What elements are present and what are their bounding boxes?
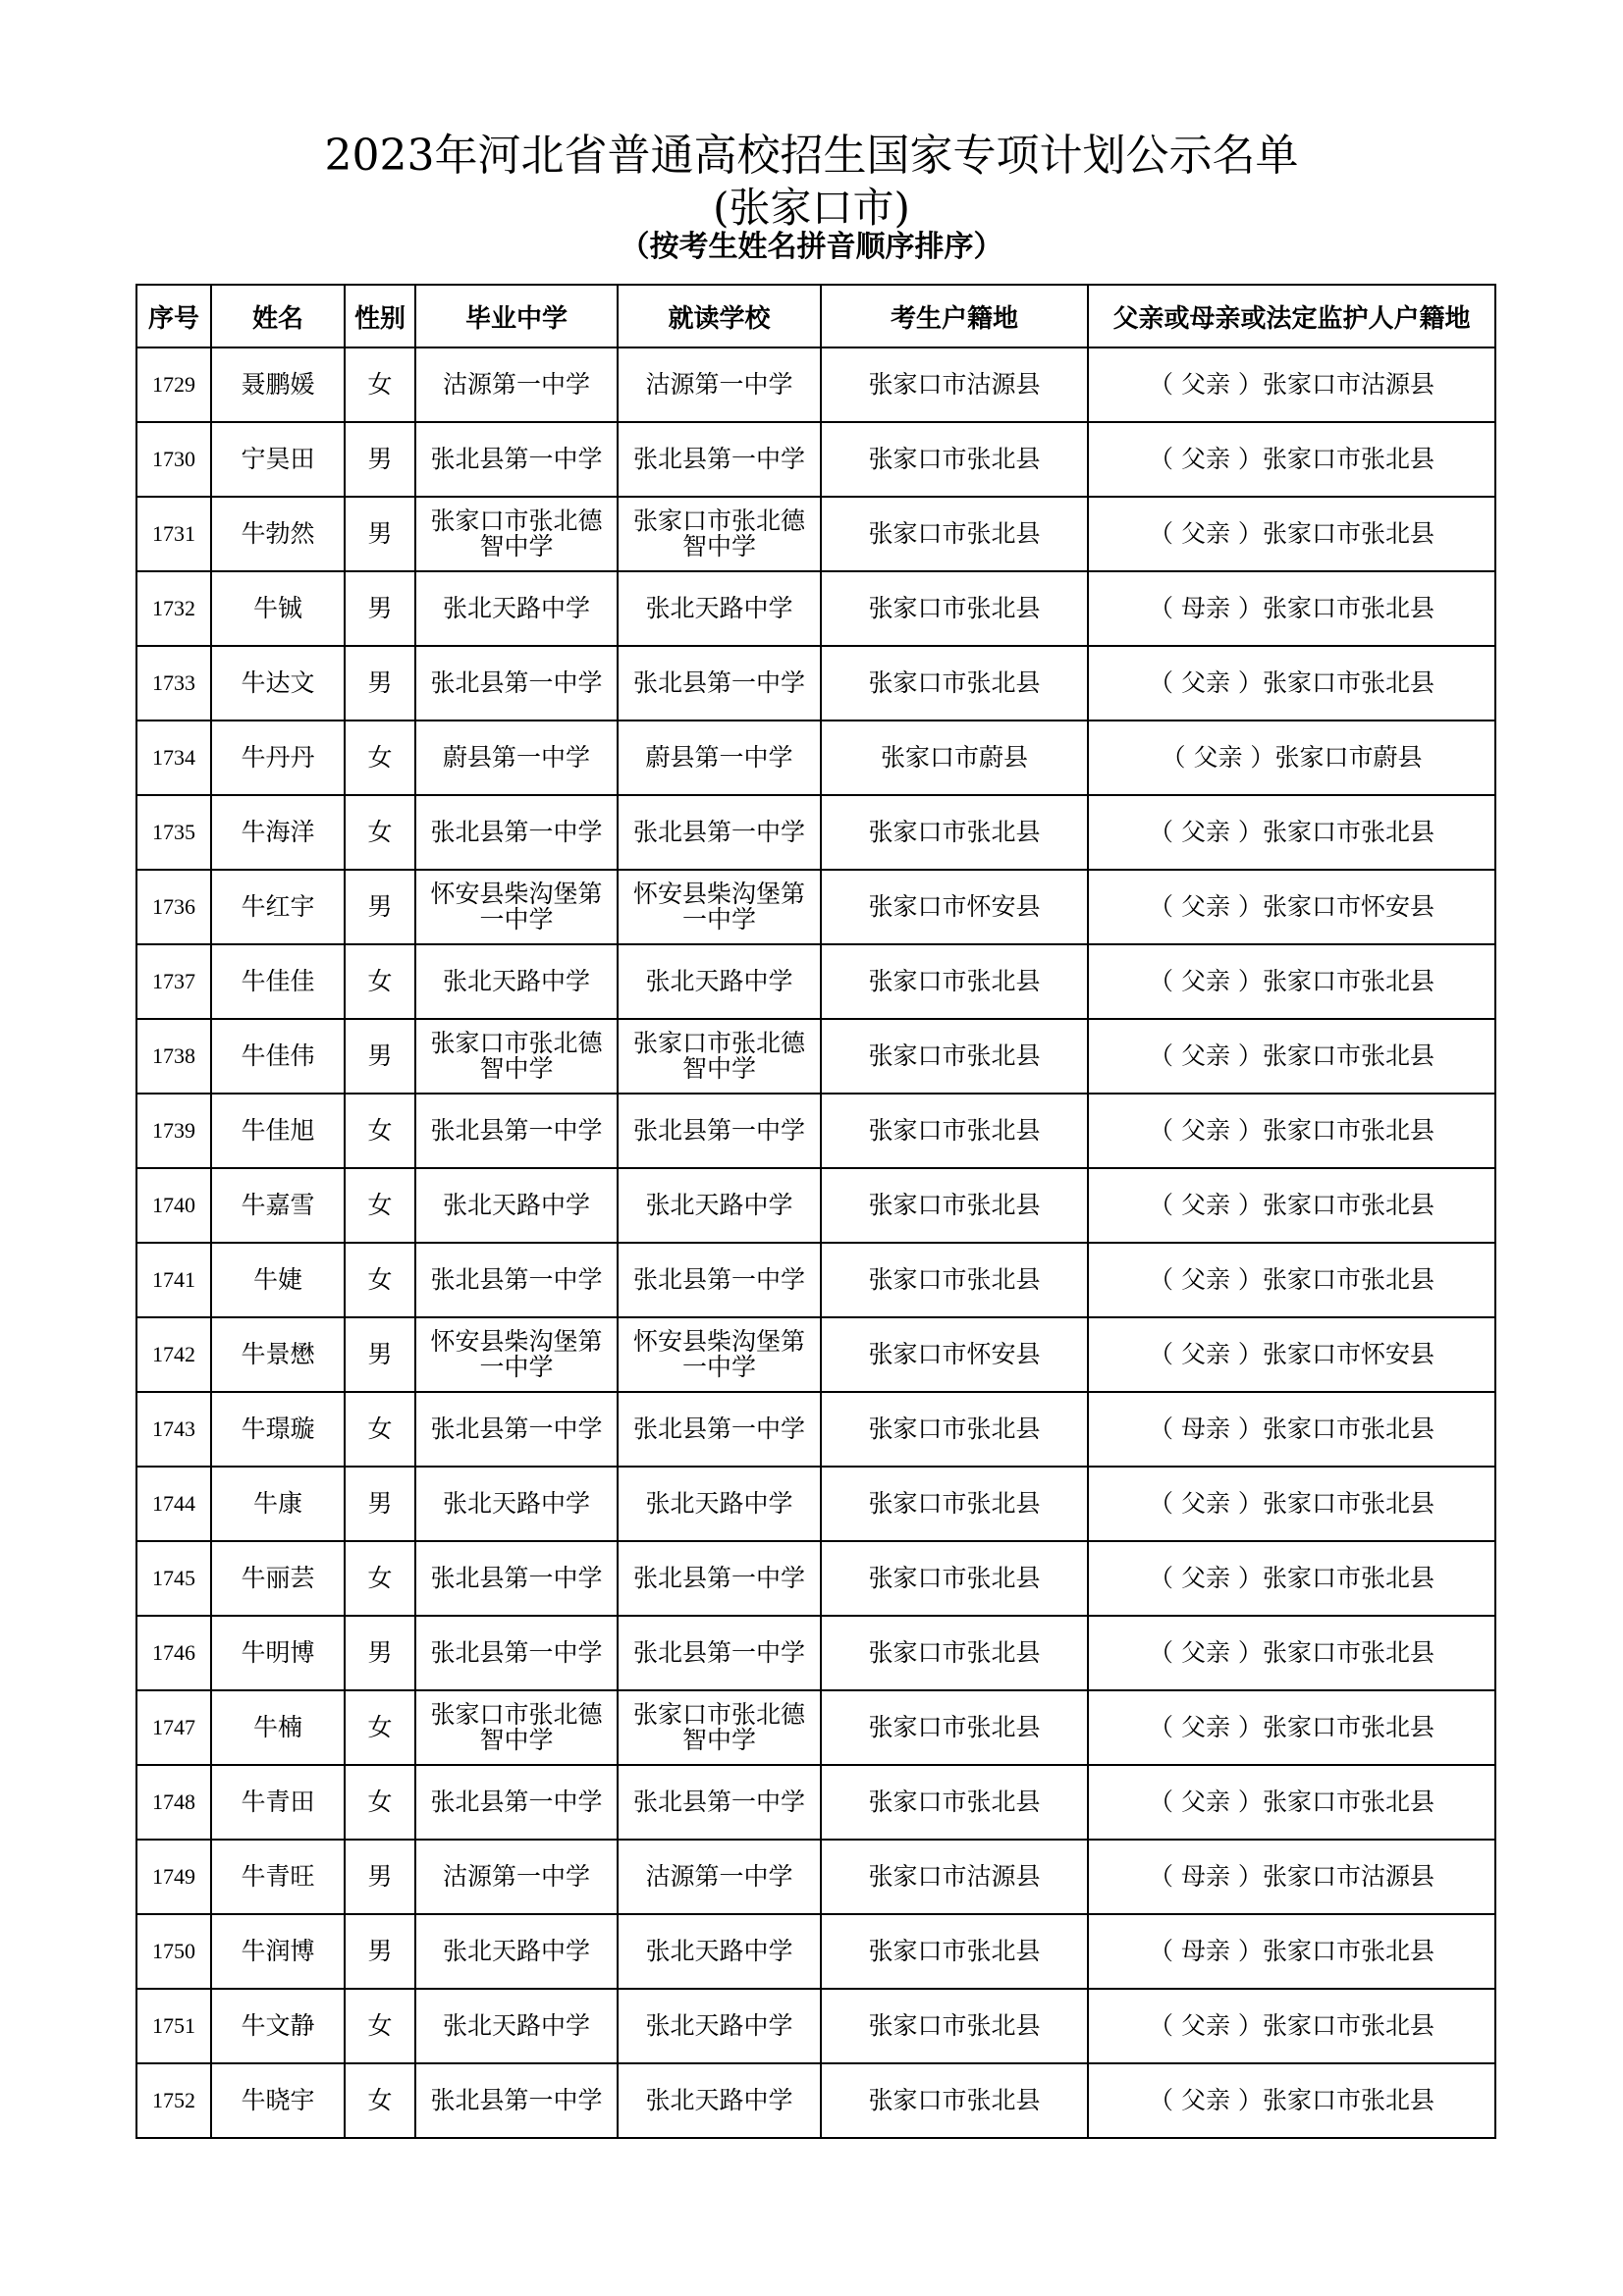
header-gender: 性别 <box>345 285 415 347</box>
cell-domicile: 张家口市张北县 <box>821 1094 1088 1168</box>
cell-domicile: 张家口市张北县 <box>821 1541 1088 1616</box>
cell-name: 牛明博 <box>211 1616 345 1690</box>
cell-parent-domicile: 张家口市沽源县 <box>1262 370 1434 399</box>
cell-seq: 1745 <box>136 1541 211 1616</box>
cell-grad-school: 张北天路中学 <box>415 944 618 1019</box>
cell-seq: 1744 <box>136 1467 211 1541</box>
cell-parent <box>1088 1616 1495 1690</box>
cell-seq: 1736 <box>136 870 211 944</box>
cell-parent-relation: （ 父亲 ） <box>1161 743 1275 772</box>
cell-grad-school: 张北县第一中学 <box>415 1616 618 1690</box>
cell-domicile: 张家口市张北县 <box>821 1243 1088 1317</box>
cell-parent-domicile: 张家口市张北县 <box>1262 1191 1434 1219</box>
cell-name: 牛海洋 <box>211 795 345 870</box>
cell-parent-relation: （ 父亲 ） <box>1149 1713 1263 1741</box>
cell-study-school: 张北县第一中学 <box>618 1541 821 1616</box>
cell-grad-school: 张北县第一中学 <box>415 1392 618 1467</box>
cell-study-school: 张北天路中学 <box>618 1467 821 1541</box>
cell-parent-relation: （ 父亲 ） <box>1149 1489 1263 1518</box>
cell-gender: 女 <box>345 795 415 870</box>
cell-grad-school: 张北县第一中学 <box>415 646 618 721</box>
header-domicile: 考生户籍地 <box>821 285 1088 347</box>
cell-parent-domicile: 张家口市张北县 <box>1262 1937 1434 1965</box>
cell-study-school: 怀安县柴沟堡第一中学 <box>618 870 821 944</box>
cell-gender: 男 <box>345 1914 415 1989</box>
cell-study-school: 张北县第一中学 <box>618 1094 821 1168</box>
cell-parent <box>1088 1914 1495 1989</box>
cell-gender: 男 <box>345 571 415 646</box>
cell-parent <box>1088 1467 1495 1541</box>
cell-parent <box>1088 1765 1495 1840</box>
cell-gender: 女 <box>345 1541 415 1616</box>
cell-seq: 1737 <box>136 944 211 1019</box>
cell-domicile: 张家口市张北县 <box>821 1914 1088 1989</box>
cell-study-school: 张北县第一中学 <box>618 1392 821 1467</box>
cell-parent-domicile: 张家口市张北县 <box>1262 818 1434 846</box>
cell-domicile: 张家口市张北县 <box>821 944 1088 1019</box>
cell-gender: 女 <box>345 1765 415 1840</box>
table-row <box>136 944 1495 1019</box>
cell-seq: 1738 <box>136 1019 211 1094</box>
table-row <box>136 1616 1495 1690</box>
table-row <box>136 721 1495 795</box>
cell-study-school: 张北县第一中学 <box>618 1616 821 1690</box>
cell-study-school: 张北天路中学 <box>618 944 821 1019</box>
cell-seq: 1732 <box>136 571 211 646</box>
cell-study-school: 蔚县第一中学 <box>618 721 821 795</box>
cell-name: 聂鹏媛 <box>211 347 345 422</box>
cell-parent-domicile: 张家口市张北县 <box>1262 1415 1434 1443</box>
cell-seq: 1735 <box>136 795 211 870</box>
cell-grad-school: 张北县第一中学 <box>415 422 618 497</box>
cell-gender: 女 <box>345 347 415 422</box>
cell-gender: 男 <box>345 870 415 944</box>
cell-parent <box>1088 1317 1495 1392</box>
cell-domicile: 张家口市张北县 <box>821 1019 1088 1094</box>
cell-name: 牛佳旭 <box>211 1094 345 1168</box>
cell-parent-relation: （ 父亲 ） <box>1149 2011 1263 2040</box>
cell-domicile: 张家口市张北县 <box>821 1989 1088 2063</box>
cell-seq: 1746 <box>136 1616 211 1690</box>
cell-parent-domicile: 张家口市张北县 <box>1262 2011 1434 2040</box>
cell-name: 牛红宇 <box>211 870 345 944</box>
cell-study-school: 张北县第一中学 <box>618 1765 821 1840</box>
cell-parent-domicile: 张家口市张北县 <box>1262 1041 1434 1070</box>
cell-parent <box>1088 1989 1495 2063</box>
cell-seq: 1743 <box>136 1392 211 1467</box>
cell-name: 牛景懋 <box>211 1317 345 1392</box>
cell-study-school: 张北天路中学 <box>618 1914 821 1989</box>
cell-study-school: 沽源第一中学 <box>618 347 821 422</box>
cell-parent-relation: （ 父亲 ） <box>1149 519 1263 548</box>
table-row <box>136 571 1495 646</box>
table-row <box>136 1690 1495 1765</box>
table-row <box>136 1914 1495 1989</box>
header-parent-domicile: 父亲或母亲或法定监护人户籍地 <box>1088 285 1495 347</box>
cell-parent <box>1088 497 1495 571</box>
cell-name: 牛润博 <box>211 1914 345 1989</box>
header-study-school: 就读学校 <box>618 285 821 347</box>
cell-gender: 女 <box>345 1690 415 1765</box>
cell-study-school: 张北县第一中学 <box>618 795 821 870</box>
table-row <box>136 1243 1495 1317</box>
cell-grad-school: 张北县第一中学 <box>415 1541 618 1616</box>
cell-seq: 1733 <box>136 646 211 721</box>
table-row <box>136 1840 1495 1914</box>
cell-gender: 女 <box>345 721 415 795</box>
cell-grad-school: 张北县第一中学 <box>415 795 618 870</box>
cell-gender: 男 <box>345 1840 415 1914</box>
cell-gender: 女 <box>345 1168 415 1243</box>
cell-grad-school: 张北县第一中学 <box>415 1765 618 1840</box>
table-row <box>136 497 1495 571</box>
cell-domicile: 张家口市张北县 <box>821 1765 1088 1840</box>
cell-grad-school: 沽源第一中学 <box>415 1840 618 1914</box>
header-seq: 序号 <box>136 285 211 347</box>
cell-grad-school: 张北天路中学 <box>415 1467 618 1541</box>
cell-grad-school: 张北天路中学 <box>415 1989 618 2063</box>
cell-parent-relation: （ 父亲 ） <box>1149 1638 1263 1667</box>
cell-parent-domicile: 张家口市张北县 <box>1262 2086 1434 2114</box>
cell-domicile: 张家口市张北县 <box>821 1168 1088 1243</box>
cell-name: 牛嘉雪 <box>211 1168 345 1243</box>
cell-grad-school: 张北天路中学 <box>415 1168 618 1243</box>
cell-name: 牛楠 <box>211 1690 345 1765</box>
table-row <box>136 2063 1495 2138</box>
table-row <box>136 870 1495 944</box>
cell-domicile: 张家口市张北县 <box>821 646 1088 721</box>
table-row <box>136 795 1495 870</box>
cell-parent <box>1088 347 1495 422</box>
cell-parent-domicile: 张家口市张北县 <box>1262 1638 1434 1667</box>
cell-study-school: 张北县第一中学 <box>618 646 821 721</box>
cell-parent-relation: （ 父亲 ） <box>1149 1564 1263 1592</box>
cell-parent-domicile: 张家口市张北县 <box>1262 1788 1434 1816</box>
cell-study-school: 张北天路中学 <box>618 1989 821 2063</box>
cell-study-school: 张北天路中学 <box>618 1168 821 1243</box>
cell-parent-relation: （ 父亲 ） <box>1149 1041 1263 1070</box>
cell-parent-relation: （ 父亲 ） <box>1149 668 1263 697</box>
cell-seq: 1734 <box>136 721 211 795</box>
cell-parent <box>1088 571 1495 646</box>
cell-domicile: 张家口市沽源县 <box>821 1840 1088 1914</box>
document-title: 2023年河北省普通高校招生国家专项计划公示名单 <box>324 131 1299 181</box>
cell-grad-school: 张家口市张北德智中学 <box>415 1019 618 1094</box>
cell-parent <box>1088 1243 1495 1317</box>
cell-parent-domicile: 张家口市张北县 <box>1262 445 1434 473</box>
table-row <box>136 1765 1495 1840</box>
cell-seq: 1741 <box>136 1243 211 1317</box>
cell-gender: 男 <box>345 422 415 497</box>
cell-parent <box>1088 2063 1495 2138</box>
cell-parent-relation: （ 母亲 ） <box>1149 594 1263 622</box>
cell-parent-domicile: 张家口市张北县 <box>1262 519 1434 548</box>
cell-domicile: 张家口市张北县 <box>821 1616 1088 1690</box>
cell-study-school: 张北天路中学 <box>618 571 821 646</box>
cell-parent-relation: （ 父亲 ） <box>1149 370 1263 399</box>
cell-grad-school: 张北县第一中学 <box>415 2063 618 2138</box>
table-row <box>136 1467 1495 1541</box>
cell-seq: 1730 <box>136 422 211 497</box>
cell-seq: 1751 <box>136 1989 211 2063</box>
cell-domicile: 张家口市张北县 <box>821 422 1088 497</box>
cell-name: 牛丹丹 <box>211 721 345 795</box>
cell-parent <box>1088 646 1495 721</box>
cell-parent <box>1088 1019 1495 1094</box>
cell-domicile: 张家口市张北县 <box>821 795 1088 870</box>
cell-grad-school: 怀安县柴沟堡第一中学 <box>415 870 618 944</box>
cell-parent-relation: （ 母亲 ） <box>1149 1415 1263 1443</box>
cell-study-school: 张北县第一中学 <box>618 422 821 497</box>
cell-parent <box>1088 1541 1495 1616</box>
cell-parent <box>1088 1094 1495 1168</box>
cell-parent-relation: （ 父亲 ） <box>1149 1191 1263 1219</box>
cell-grad-school: 怀安县柴沟堡第一中学 <box>415 1317 618 1392</box>
cell-domicile: 张家口市沽源县 <box>821 347 1088 422</box>
cell-parent-relation: （ 父亲 ） <box>1149 892 1263 921</box>
cell-parent <box>1088 870 1495 944</box>
cell-name: 牛文静 <box>211 1989 345 2063</box>
cell-name: 宁昊田 <box>211 422 345 497</box>
cell-parent-relation: （ 母亲 ） <box>1149 1862 1263 1891</box>
cell-grad-school: 蔚县第一中学 <box>415 721 618 795</box>
cell-parent-domicile: 张家口市张北县 <box>1262 1265 1434 1294</box>
cell-parent-domicile: 张家口市张北县 <box>1262 594 1434 622</box>
sort-note: （按考生姓名拼音顺序排序） <box>620 230 1003 264</box>
cell-seq: 1752 <box>136 2063 211 2138</box>
table-row <box>136 1317 1495 1392</box>
cell-parent <box>1088 944 1495 1019</box>
cell-parent-domicile: 张家口市怀安县 <box>1262 892 1434 921</box>
table-row <box>136 1094 1495 1168</box>
cell-gender: 男 <box>345 1317 415 1392</box>
table-row <box>136 1541 1495 1616</box>
cell-parent-relation: （ 父亲 ） <box>1149 1265 1263 1294</box>
cell-grad-school: 张北天路中学 <box>415 571 618 646</box>
cell-parent <box>1088 1690 1495 1765</box>
cell-study-school: 怀安县柴沟堡第一中学 <box>618 1317 821 1392</box>
cell-name: 牛璟璇 <box>211 1392 345 1467</box>
cell-grad-school: 张北县第一中学 <box>415 1243 618 1317</box>
cell-seq: 1742 <box>136 1317 211 1392</box>
cell-name: 牛晓宇 <box>211 2063 345 2138</box>
cell-gender: 女 <box>345 2063 415 2138</box>
cell-parent-relation: （ 父亲 ） <box>1149 1788 1263 1816</box>
cell-gender: 女 <box>345 1989 415 2063</box>
cell-name: 牛青田 <box>211 1765 345 1840</box>
cell-study-school: 张北天路中学 <box>618 2063 821 2138</box>
cell-parent-domicile: 张家口市张北县 <box>1262 1564 1434 1592</box>
cell-parent-domicile: 张家口市张北县 <box>1262 967 1434 995</box>
cell-parent-domicile: 张家口市沽源县 <box>1262 1862 1434 1891</box>
cell-gender: 女 <box>345 1392 415 1467</box>
cell-seq: 1731 <box>136 497 211 571</box>
cell-name: 牛佳佳 <box>211 944 345 1019</box>
cell-domicile: 张家口市怀安县 <box>821 870 1088 944</box>
cell-grad-school: 沽源第一中学 <box>415 347 618 422</box>
cell-gender: 男 <box>345 1467 415 1541</box>
table-row <box>136 422 1495 497</box>
cell-domicile: 张家口市张北县 <box>821 1467 1088 1541</box>
cell-parent <box>1088 795 1495 870</box>
cell-parent-relation: （ 父亲 ） <box>1149 967 1263 995</box>
cell-domicile: 张家口市张北县 <box>821 571 1088 646</box>
cell-study-school: 张家口市张北德智中学 <box>618 1690 821 1765</box>
header-grad-school: 毕业中学 <box>415 285 618 347</box>
cell-parent <box>1088 721 1495 795</box>
cell-domicile: 张家口市张北县 <box>821 2063 1088 2138</box>
cell-name: 牛铖 <box>211 571 345 646</box>
cell-parent-relation: （ 父亲 ） <box>1149 1116 1263 1145</box>
cell-name: 牛佳伟 <box>211 1019 345 1094</box>
cell-parent <box>1088 1392 1495 1467</box>
table-row <box>136 1392 1495 1467</box>
table-row <box>136 1019 1495 1094</box>
cell-name: 牛勃然 <box>211 497 345 571</box>
cell-domicile: 张家口市张北县 <box>821 497 1088 571</box>
cell-parent-domicile: 张家口市张北县 <box>1262 1489 1434 1518</box>
cell-study-school: 张家口市张北德智中学 <box>618 1019 821 1094</box>
cell-parent <box>1088 1168 1495 1243</box>
table-row <box>136 646 1495 721</box>
cell-gender: 女 <box>345 1243 415 1317</box>
cell-domicile: 张家口市蔚县 <box>821 721 1088 795</box>
cell-grad-school: 张北天路中学 <box>415 1914 618 1989</box>
cell-parent-domicile: 张家口市怀安县 <box>1262 1340 1434 1368</box>
cell-seq: 1729 <box>136 347 211 422</box>
cell-parent-relation: （ 父亲 ） <box>1149 445 1263 473</box>
cell-gender: 女 <box>345 1094 415 1168</box>
header-row <box>136 285 1495 347</box>
cell-domicile: 张家口市张北县 <box>821 1392 1088 1467</box>
table-row <box>136 1989 1495 2063</box>
cell-study-school: 沽源第一中学 <box>618 1840 821 1914</box>
cell-name: 牛达文 <box>211 646 345 721</box>
cell-gender: 女 <box>345 944 415 1019</box>
cell-grad-school: 张家口市张北德智中学 <box>415 497 618 571</box>
cell-seq: 1750 <box>136 1914 211 1989</box>
table-row <box>136 1168 1495 1243</box>
cell-parent-domicile: 张家口市张北县 <box>1262 1713 1434 1741</box>
cell-study-school: 张家口市张北德智中学 <box>618 497 821 571</box>
header-name: 姓名 <box>211 285 345 347</box>
roster-table <box>135 284 1496 2139</box>
cell-seq: 1740 <box>136 1168 211 1243</box>
cell-name: 牛丽芸 <box>211 1541 345 1616</box>
cell-parent-relation: （ 父亲 ） <box>1149 1340 1263 1368</box>
document-subtitle: (张家口市) <box>713 184 910 232</box>
cell-parent-domicile: 张家口市张北县 <box>1262 668 1434 697</box>
cell-parent-relation: （ 父亲 ） <box>1149 2086 1263 2114</box>
cell-gender: 男 <box>345 497 415 571</box>
cell-seq: 1747 <box>136 1690 211 1765</box>
cell-seq: 1748 <box>136 1765 211 1840</box>
cell-domicile: 张家口市怀安县 <box>821 1317 1088 1392</box>
cell-gender: 男 <box>345 646 415 721</box>
cell-study-school: 张北县第一中学 <box>618 1243 821 1317</box>
table-row <box>136 347 1495 422</box>
cell-seq: 1749 <box>136 1840 211 1914</box>
cell-name: 牛青旺 <box>211 1840 345 1914</box>
cell-seq: 1739 <box>136 1094 211 1168</box>
cell-parent-relation: （ 母亲 ） <box>1149 1937 1263 1965</box>
cell-grad-school: 张北县第一中学 <box>415 1094 618 1168</box>
cell-parent <box>1088 1840 1495 1914</box>
cell-parent <box>1088 422 1495 497</box>
cell-domicile: 张家口市张北县 <box>821 1690 1088 1765</box>
cell-parent-domicile: 张家口市蔚县 <box>1274 743 1423 772</box>
cell-name: 牛婕 <box>211 1243 345 1317</box>
cell-gender: 男 <box>345 1019 415 1094</box>
cell-parent-domicile: 张家口市张北县 <box>1262 1116 1434 1145</box>
cell-name: 牛康 <box>211 1467 345 1541</box>
cell-gender: 男 <box>345 1616 415 1690</box>
cell-parent-relation: （ 父亲 ） <box>1149 818 1263 846</box>
cell-grad-school: 张家口市张北德智中学 <box>415 1690 618 1765</box>
